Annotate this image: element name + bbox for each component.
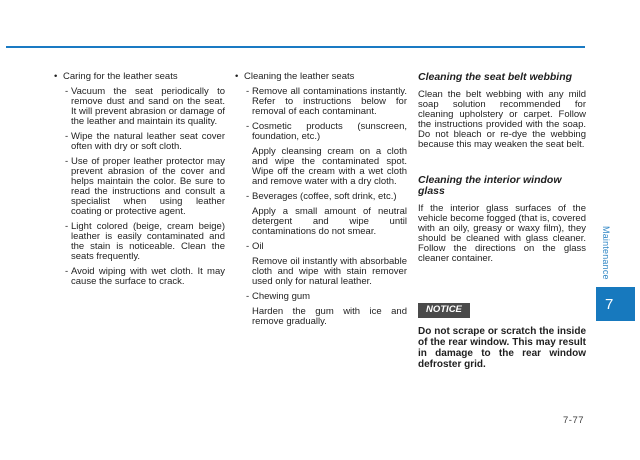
list-item-text: Remove all contaminations instantly. Refer to instructions below for removal of each contaminant. bbox=[252, 86, 407, 117]
list-item-text: Beverages (coffee, soft drink, etc.) bbox=[252, 191, 397, 202]
list-item-text: Wipe the natural leather seat cover often with dry or soft cloth. bbox=[71, 131, 225, 152]
dash-marker: - bbox=[65, 156, 69, 167]
list-item bbox=[48, 267, 225, 287]
list-item bbox=[229, 242, 407, 252]
chapter-number-tab bbox=[596, 287, 635, 321]
list-item bbox=[48, 157, 225, 217]
list-item bbox=[229, 192, 407, 202]
bullet-item-title bbox=[229, 72, 407, 82]
list-item bbox=[48, 87, 225, 127]
dash-marker: - bbox=[246, 86, 250, 97]
list-item-text: Cosmetic products (sunscreen, foundation, etc.) bbox=[252, 121, 407, 142]
chapter-number: 7 bbox=[605, 295, 614, 313]
column-leather-cleaning bbox=[229, 72, 407, 332]
list-item-detail: Harden the gum with ice and remove gradually. bbox=[252, 306, 407, 327]
notice-badge: NOTICE bbox=[418, 303, 470, 318]
page-number: 7-77 bbox=[563, 415, 585, 426]
list-item bbox=[229, 122, 407, 142]
dash-marker: - bbox=[65, 221, 69, 232]
list-item bbox=[48, 222, 225, 262]
notice-text: Do not scrape or scratch the inside of the rear window. This may result in damage to the rear window defroster grid. bbox=[418, 325, 586, 370]
list-item-detail: Remove oil instantly with absorbable cloth and wipe with stain remover used only for natural leather. bbox=[252, 256, 407, 287]
header-rule bbox=[6, 46, 585, 48]
section-seat-belt-webbing bbox=[418, 72, 586, 150]
bullet-marker: • bbox=[54, 71, 58, 82]
bullet-marker: • bbox=[235, 71, 239, 82]
dash-marker: - bbox=[65, 266, 69, 277]
list-item bbox=[48, 132, 225, 152]
list-item bbox=[229, 87, 407, 117]
dash-marker: - bbox=[65, 86, 69, 97]
section-body: Clean the belt webbing with any mild soap solution recommended for cleaning upholstery or carpet. Follow the instructions provided with the soap. Do not bleach or re-dye the webbing because this may weaken the seat belt. bbox=[418, 88, 586, 150]
list-item-detail: Apply a small amount of neutral detergent and wipe until contaminations do not smear. bbox=[252, 206, 407, 237]
dash-marker: - bbox=[65, 131, 69, 142]
dash-marker: - bbox=[246, 191, 250, 202]
section-body: If the interior glass surfaces of the vehicle become fogged (that is, covered with an oily, greasy or waxy film), they should be cleaned with glass cleaner. Follow the directions on the glass cleaner container. bbox=[418, 202, 586, 264]
list-item-text: Use of proper leather protector may prevent abrasion of the cover and helps maintain the color. Be sure to read the instructions and consult a specialist when using leather coating or protective agent. bbox=[71, 156, 225, 217]
list-item-text: Vacuum the seat periodically to remove dust and sand on the seat. It will prevent abrasion or damage of the leather and maintain its quality. bbox=[71, 86, 225, 127]
chapter-tab-label: Maintenance bbox=[601, 226, 611, 280]
list-item-text: Avoid wiping with wet cloth. It may cause the surface to crack. bbox=[71, 266, 225, 287]
list-item-text: Oil bbox=[252, 241, 264, 252]
list-item-text: Light colored (beige, cream beige) leather is easily contaminated and the stain is noticeable. Clean the seats frequently. bbox=[71, 221, 225, 262]
list-item-detail: Apply cleansing cream on a cloth and wipe the contaminated spot. Wipe off the cream with a wet cloth and remove water with a dry cloth. bbox=[252, 146, 407, 187]
list-item bbox=[229, 292, 407, 302]
dash-marker: - bbox=[246, 241, 250, 252]
section-interior-window-glass bbox=[418, 175, 586, 264]
list-item-text: Chewing gum bbox=[252, 291, 311, 302]
dash-marker: - bbox=[246, 291, 250, 302]
column-leather-care bbox=[48, 72, 225, 292]
dash-marker: - bbox=[246, 121, 250, 132]
section-heading: Cleaning the seat belt webbing bbox=[418, 71, 573, 83]
column-webbing-glass bbox=[418, 72, 586, 370]
section-heading: Cleaning the interior window glass bbox=[418, 173, 562, 197]
bullet-item-label: Cleaning the leather seats bbox=[244, 71, 355, 82]
bullet-item-label: Caring for the leather seats bbox=[63, 71, 178, 82]
bullet-item-title bbox=[48, 72, 225, 82]
